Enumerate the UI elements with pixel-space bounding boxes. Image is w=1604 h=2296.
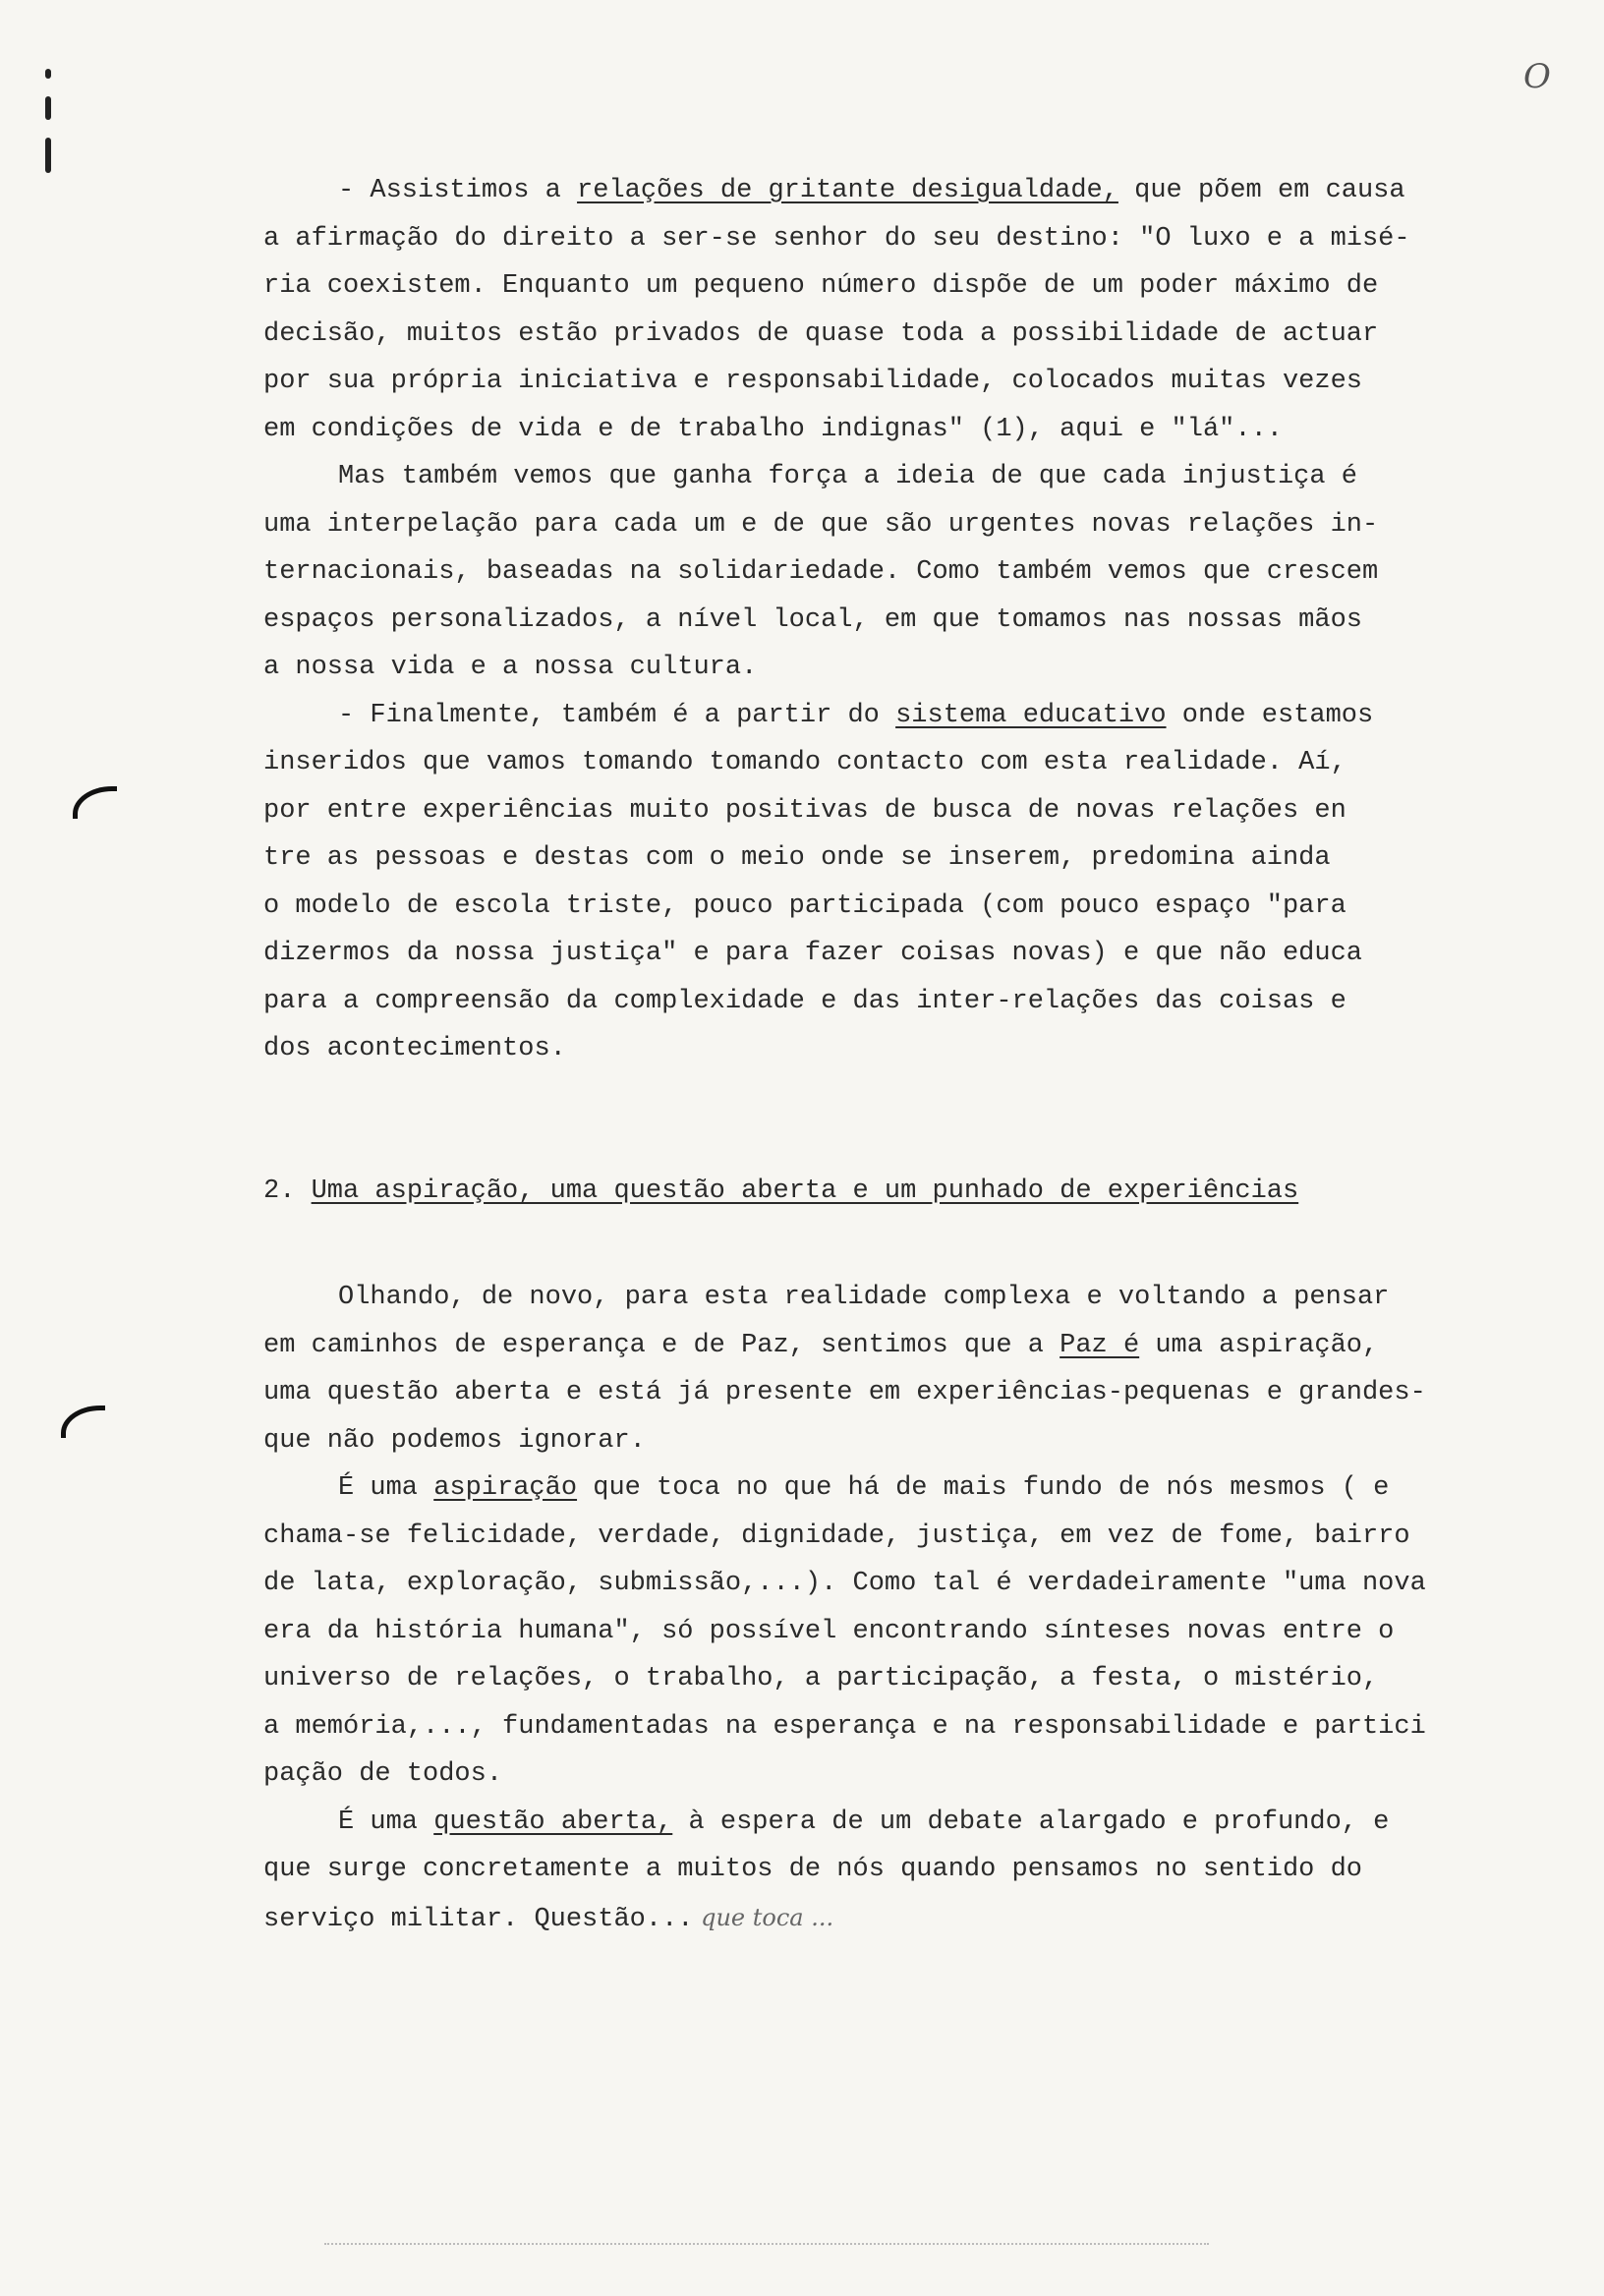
handwritten-note: que toca ...	[693, 1903, 834, 1931]
text-line: inseridos que vamos tomando tomando contacto com esta realidade. Aí,	[263, 748, 1346, 777]
text-line: Mas também vemos que ganha força a ideia de que cada injustiça é	[338, 462, 1357, 491]
paragraph-3	[263, 692, 1423, 1073]
underlined-phrase: aspiração	[433, 1473, 578, 1503]
text-line: uma interpelação para cada um e de que são urgentes novas relações in-	[263, 509, 1379, 540]
text-line: a memória,..., fundamentadas na esperança e na responsabilidade e partici	[263, 1711, 1426, 1742]
text-line: pação de todos.	[263, 1759, 503, 1789]
underlined-phrase: questão aberta,	[433, 1807, 673, 1837]
paragraph-6	[263, 1799, 1423, 1942]
page-mark: O	[1523, 57, 1551, 96]
text-line: ternacionais, baseadas na solidariedade. Como também vemos que crescem	[263, 557, 1379, 587]
text-line: serviço militar. Questão... que toca ...	[263, 1903, 834, 1934]
underlined-phrase: Paz é	[1060, 1330, 1140, 1360]
text-line: ria coexistem. Enquanto um pequeno número dispõe de um poder máximo de	[263, 271, 1379, 301]
text-line: de lata, exploração, submissão,...). Como tal é verdadeiramente "uma nova	[263, 1569, 1426, 1598]
text-line: universo de relações, o trabalho, a participação, a festa, o mistério,	[263, 1664, 1379, 1693]
text-line: Olhando, de novo, para esta realidade complexa e voltando a pensar	[338, 1283, 1390, 1312]
text-line: decisão, muitos estão privados de quase toda a possibilidade de actuar	[263, 318, 1379, 349]
text-line: para a compreensão da complexidade e das inter-relações das coisas e	[263, 986, 1346, 1016]
paragraph-2	[263, 453, 1423, 692]
binder-marks	[43, 69, 55, 177]
text-line: - Finalmente, também é a partir do sistema educativo onde estamos	[338, 700, 1374, 730]
text-line: a afirmação do direito a ser-se senhor do seu destino: "O luxo e a misé-	[263, 223, 1410, 254]
text-line: tre as pessoas e destas com o meio onde se inserem, predomina ainda	[263, 843, 1331, 873]
underlined-phrase: sistema educativo	[895, 700, 1167, 730]
text-line: que não podemos ignorar.	[263, 1425, 646, 1456]
text-line: uma questão aberta e está já presente em experiências-pequenas e grandes-	[263, 1378, 1426, 1407]
text-line: chama-se felicidade, verdade, dignidade, justiça, em vez de fome, bairro	[263, 1521, 1410, 1551]
text-line: - Assistimos a relações de gritante desigualdade, que põem em causa	[338, 176, 1405, 205]
section-number: 2.	[263, 1176, 296, 1206]
text-line: É uma questão aberta, à espera de um debate alargado e profundo, e	[338, 1807, 1390, 1837]
text-line: por sua própria iniciativa e responsabilidade, colocados muitas vezes	[263, 367, 1362, 396]
punch-hole-mark-bottom	[61, 1406, 105, 1438]
text-line: dizermos da nossa justiça" e para fazer coisas novas) e que não educa	[263, 939, 1362, 968]
document-body	[263, 167, 1426, 1941]
text-line: era da história humana", só possível encontrando sínteses novas entre o	[263, 1616, 1395, 1646]
paragraph-4	[263, 1274, 1426, 1464]
text-line: a nossa vida e a nossa cultura.	[263, 653, 758, 682]
text-line: espaços personalizados, a nível local, em que tomamos nas nossas mãos	[263, 604, 1362, 635]
text-line: em condições de vida e de trabalho indignas" (1), aqui e "lá"...	[263, 414, 1283, 444]
text-line: em caminhos de esperança e de Paz, sentimos que a Paz é uma aspiração,	[263, 1330, 1379, 1360]
text-line: que surge concretamente a muitos de nós quando pensamos no sentido do	[263, 1855, 1362, 1884]
text-line: por entre experiências muito positivas de busca de novas relações en	[263, 795, 1346, 826]
underlined-phrase: relações de gritante desigualdade,	[577, 176, 1118, 205]
paragraph-1	[263, 167, 1423, 453]
text-line: dos acontecimentos.	[263, 1034, 566, 1063]
text-line: É uma aspiração que toca no que há de mais fundo de nós mesmos ( e	[338, 1473, 1390, 1503]
footer-artifact	[324, 2243, 1209, 2245]
section-title: Uma aspiração, uma questão aberta e um punhado de experiências	[311, 1176, 1299, 1206]
text-line: o modelo de escola triste, pouco participada (com pouco espaço "para	[263, 890, 1346, 921]
punch-hole-mark-top	[73, 786, 117, 819]
section-heading	[263, 1168, 1423, 1216]
paragraph-5	[263, 1464, 1426, 1799]
